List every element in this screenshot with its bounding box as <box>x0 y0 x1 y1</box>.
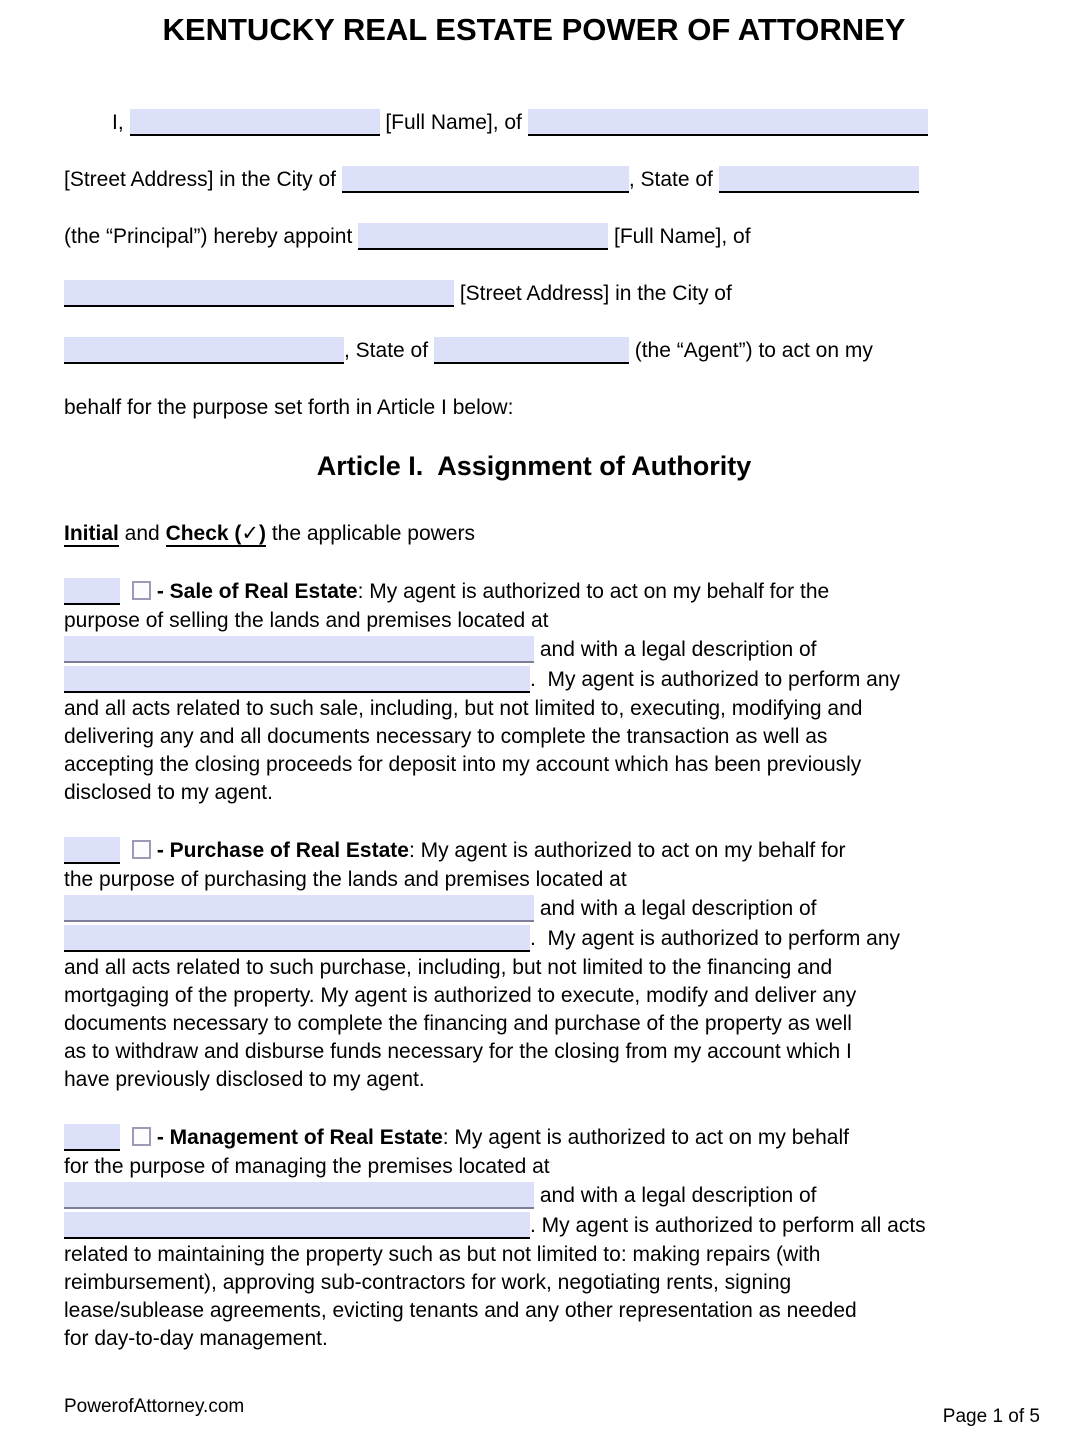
instruction-line <box>64 520 1004 548</box>
intro-text: [Full Name], of <box>379 111 528 134</box>
intro-line-5 <box>64 336 1004 366</box>
instruction-text: and <box>118 522 166 545</box>
sale-body-line <box>64 751 1004 779</box>
purchase-heading-line <box>64 836 1004 866</box>
purchase-body-line <box>64 982 1004 1010</box>
management-text: and with a legal description of <box>534 1184 817 1207</box>
intro-line-1 <box>64 108 1004 138</box>
management-dash: - <box>151 1126 170 1149</box>
management-body-line <box>64 1241 1004 1269</box>
purchase-dash: - <box>151 839 170 862</box>
intro-text: behalf for the purpose set forth in Article I below: <box>64 396 514 419</box>
agent-city-field[interactable] <box>64 337 344 364</box>
intro-text: [Street Address] in the City of <box>64 168 342 191</box>
instruction-initial-label: Initial <box>64 522 119 545</box>
management-text: reimbursement), approving sub-contractors for work, negotiating rents, signing <box>64 1271 792 1294</box>
sale-heading-line <box>64 577 1004 607</box>
purchase-text: the purpose of purchasing the lands and premises located at <box>64 868 627 891</box>
purchase-body-line <box>64 1010 1004 1038</box>
management-legal-line <box>64 1211 1004 1241</box>
management-legal-description-field[interactable] <box>64 1212 530 1239</box>
purchase-property-address-field[interactable] <box>64 895 534 922</box>
principal-full-name-field[interactable] <box>130 109 380 136</box>
purchase-initial-field[interactable] <box>64 837 120 864</box>
purchase-text: documents necessary to complete the financing and purchase of the property as well <box>64 1012 852 1035</box>
purchase-text: mortgaging of the property. My agent is authorized to execute, modify and deliver any <box>64 984 857 1007</box>
sale-address-line <box>64 635 1004 665</box>
purchase-checkbox[interactable] <box>132 840 151 859</box>
management-checkbox[interactable] <box>132 1127 151 1146</box>
intro-text: (the “Principal”) hereby appoint <box>64 225 359 248</box>
purchase-text-line <box>64 866 1004 894</box>
intro-line-3 <box>64 222 1004 252</box>
agent-state-field[interactable] <box>434 337 629 364</box>
principal-state-field[interactable] <box>719 166 919 193</box>
sale-text: : My agent is authorized to act on my behalf for the <box>357 580 830 603</box>
power-section-purchase <box>64 836 1004 1094</box>
purchase-text: and all acts related to such purchase, including, but not limited to the financing and <box>64 956 833 979</box>
purchase-address-line <box>64 894 1004 924</box>
power-section-sale <box>64 577 1004 807</box>
article-1-heading: Article I. Assignment of Authority <box>316 451 752 481</box>
management-body-line <box>64 1269 1004 1297</box>
intro-line-2 <box>64 165 1004 195</box>
purchase-text: have previously disclosed to my agent. <box>64 1068 425 1091</box>
management-initial-field[interactable] <box>64 1124 120 1151</box>
purchase-body-line <box>64 954 1004 982</box>
instruction-text: the applicable powers <box>266 522 475 545</box>
management-body-line <box>64 1325 1004 1353</box>
sale-text-line <box>64 607 1004 635</box>
intro-line-4 <box>64 279 1004 309</box>
agent-street-address-field[interactable] <box>64 280 454 307</box>
sale-body-line <box>64 723 1004 751</box>
sale-text: disclosed to my agent. <box>64 781 273 804</box>
purchase-body-line <box>64 1038 1004 1066</box>
purchase-legal-line <box>64 924 1004 954</box>
page-title: KENTUCKY REAL ESTATE POWER OF ATTORNEY <box>162 12 906 47</box>
sale-text: . My agent is authorized to perform any <box>530 668 901 691</box>
sale-text: purpose of selling the lands and premises located at <box>64 609 549 632</box>
management-text-line <box>64 1153 1004 1181</box>
intro-paragraph <box>64 108 1004 423</box>
sale-checkbox[interactable] <box>132 581 151 600</box>
instruction-check-label: Check (✓) <box>165 522 267 545</box>
management-text: for the purpose of managing the premises located at <box>64 1155 550 1178</box>
management-property-address-field[interactable] <box>64 1182 534 1209</box>
intro-text: [Full Name], of <box>608 225 751 248</box>
management-address-line <box>64 1181 1004 1211</box>
management-body-line <box>64 1297 1004 1325</box>
intro-text: , State of <box>628 168 719 191</box>
agent-full-name-field[interactable] <box>358 223 608 250</box>
principal-street-address-field[interactable] <box>528 109 928 136</box>
power-section-management <box>64 1123 1004 1353</box>
management-heading-line <box>64 1123 1004 1153</box>
intro-text: I, <box>112 111 130 134</box>
sale-legal-description-field[interactable] <box>64 666 530 693</box>
sale-legal-line <box>64 665 1004 695</box>
sale-text: delivering any and all documents necessary to complete the transaction as well as <box>64 725 828 748</box>
sale-title: Sale of Real Estate <box>169 580 358 603</box>
sale-text: and with a legal description of <box>534 638 817 661</box>
management-text: : My agent is authorized to act on my behalf <box>442 1126 849 1149</box>
purchase-text: : My agent is authorized to act on my behalf for <box>408 839 846 862</box>
purchase-text: as to withdraw and disburse funds necessary for the closing from my account which I <box>64 1040 852 1063</box>
intro-text: [Street Address] in the City of <box>454 282 732 305</box>
sale-body-line <box>64 779 1004 807</box>
sale-body-line <box>64 695 1004 723</box>
management-text: lease/sublease agreements, evicting tenants and any other representation as needed <box>64 1299 857 1322</box>
sale-dash: - <box>151 580 170 603</box>
sale-text: and all acts related to such sale, including, but not limited to, executing, modifying and <box>64 697 863 720</box>
purchase-body-line <box>64 1066 1004 1094</box>
intro-text: (the “Agent”) to act on my <box>628 339 873 362</box>
management-text: for day-to-day management. <box>64 1327 328 1350</box>
management-text: related to maintaining the property such as but not limited to: making repairs (with <box>64 1243 821 1266</box>
management-text: . My agent is authorized to perform all acts <box>530 1214 926 1237</box>
intro-text: , State of <box>344 339 434 362</box>
intro-line-6 <box>64 393 1004 423</box>
purchase-legal-description-field[interactable] <box>64 925 530 952</box>
sale-property-address-field[interactable] <box>64 636 534 663</box>
purchase-text: and with a legal description of <box>534 897 817 920</box>
principal-city-field[interactable] <box>342 166 629 193</box>
footer-page-indicator: Page 1 of 5 <box>942 1406 1040 1427</box>
footer-site-link[interactable]: PowerofAttorney.com <box>64 1396 245 1417</box>
purchase-title: Purchase of Real Estate <box>169 839 409 862</box>
sale-initial-field[interactable] <box>64 578 120 605</box>
management-title: Management of Real Estate <box>169 1126 443 1149</box>
sale-text: accepting the closing proceeds for deposit into my account which has been previously <box>64 753 862 776</box>
purchase-text: . My agent is authorized to perform any <box>530 927 901 950</box>
